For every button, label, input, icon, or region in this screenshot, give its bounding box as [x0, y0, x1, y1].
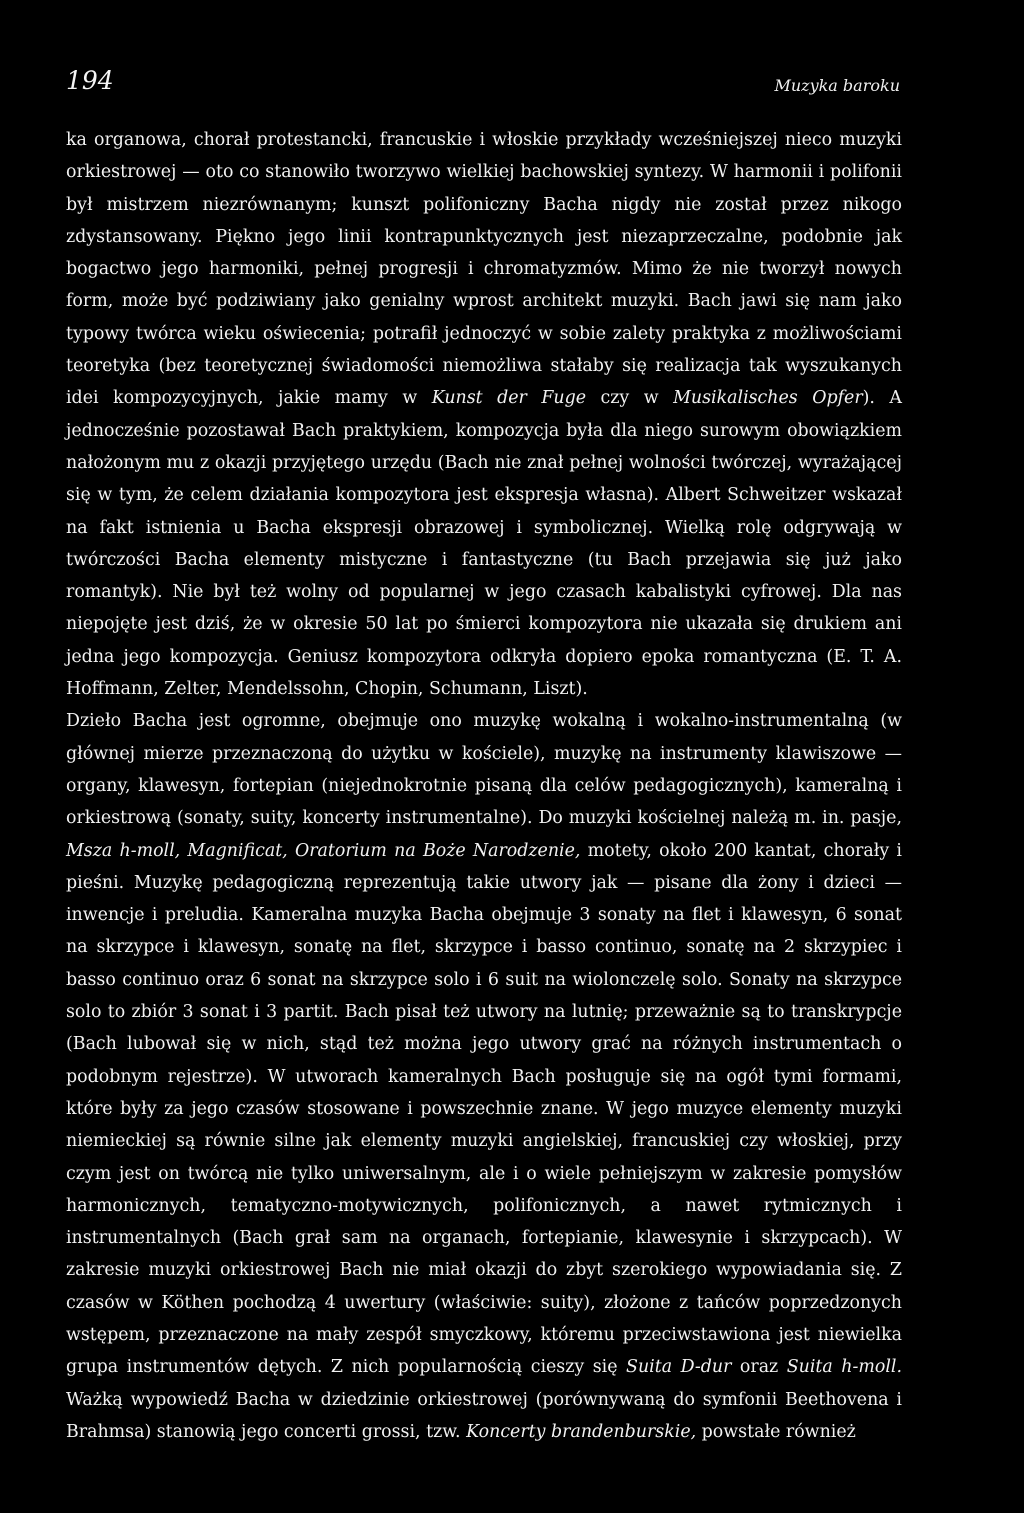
- paragraph-1: [66, 124, 902, 705]
- paragraph-1-text: ka organowa, chorał protestancki, francuskie i włoskie przykłady wcześniejszej nieco muzyki orkiestrowej — oto co stanowiło tworzywo wielkiej bachowskiej syntezy. W harmonii i polifonii był mistrzem niezrównanym; kunszt polifoniczny Bacha nigdy nie został przez nikogo zdystansowany. Piękno jego linii kontrapunktycznych jest niezaprzeczalne, podobnie jak bogactwo jego harmoniki, pełnej progresji i chromatyzmów. Mimo że nie tworzył nowych form, może być podziwiany jako genialny wprost architekt muzyki. Bach jawi się nam jako typowy twórca wieku oświecenia; potrafił jednoczyć w sobie zalety praktyka z możliwościami teoretyka (bez teoretycznej świadomości niemożliwa stałaby się realizacja tak wyszukanych idei kompozycyjnych, jakie mamy w: [66, 130, 902, 409]
- paragraph-2-text: powstałe również: [696, 1421, 856, 1442]
- title-musikalisches-opfer: Musikalisches Opfer: [673, 388, 863, 409]
- paragraph-2-text: Dzieło Bacha jest ogromne, obejmuje ono muzykę wokalną i wokalno-instrumentalną (w głównej mierze przeznaczoną do użytku w kościele), muzykę na instrumenty klawiszowe — organy, klawesyn, fortepian (niejednokrotnie pisaną dla celów pedagogicznych), kameralną i orkiestrową (sonaty, suity, koncerty instrumentalne). Do muzyki kościelnej należą m. in. pasje,: [66, 711, 902, 829]
- title-koncerty-brandenburskie: Koncerty brandenburskie,: [466, 1421, 697, 1442]
- paragraph-2-text: Ważką wypowiedź Bacha w dziedzinie orkiestrowej (porównywaną do symfonii Beethovena i Brahmsa) stanowią jego concerti grossi, tzw.: [66, 1389, 902, 1442]
- section-title: Muzyka baroku: [774, 76, 900, 95]
- body-text: [66, 124, 902, 1448]
- running-head: [66, 66, 900, 98]
- paragraph-1-text: ). A jednocześnie pozostawał Bach praktykiem, kompozycja była dla niego surowym obowiązkiem nałożonym mu z okazji przyjętego urzędu (Bach nie znał pełnej wolności twórczej, wyrażającej się w tym, że celem działania kompozytora jest ekspresja własna). Albert Schweitzer wskazał na fakt istnienia u Bacha ekspresji obrazowej i symbolicznej. Wielką rolę odgrywają w twórczości Bacha elementy mistyczne i fantastyczne (tu Bach przejawia się już jako romantyk). Nie był też wolny od popularnej w jego czasach kabalistyki cyfrowej. Dla nas niepojęte jest dziś, że w okresie 50 lat po śmierci kompozytora nie ukazała się drukiem ani jedna jego kompozycja. Geniusz kompozytora odkryła dopiero epoka romantyczna (E. T. A. Hoffmann, Zelter, Mendelssohn, Chopin, Schumann, Liszt).: [66, 388, 902, 700]
- paragraph-2-text: oraz: [731, 1357, 787, 1378]
- title-kunst-der-fuge: Kunst der Fuge: [431, 388, 587, 409]
- title-suita-d-dur: Suita D-dur: [626, 1357, 732, 1378]
- page-number: 194: [66, 66, 114, 95]
- paragraph-2-text: motety, około 200 kantat, chorały i pieśni. Muzykę pedagogiczną reprezentują takie utwory jak — pisane dla żony i dzieci — inwencje i preludia. Kameralna muzyka Bacha obejmuje 3 sonaty na flet i klawesyn, 6 sonat na skrzypce i klawesyn, sonatę na flet, skrzypce i basso continuo, sonatę na 2 skrzypiec i basso continuo oraz 6 sonat na skrzypce solo i 6 suit na wiolonczelę solo. Sonaty na skrzypce solo to zbiór 3 sonat i 3 partit. Bach pisał też utwory na lutnię; przeważnie są to transkrypcje (Bach lubował się w nich, stąd też można jego utwory grać na różnych instrumentach o podobnym rejestrze). W utworach kameralnych Bach posługuje się na ogół tymi formami, które były za jego czasów stosowane i powszechnie znane. W jego muzyce elementy muzyki niemieckiej są równie silne jak elementy muzyki angielskiej, francuskiej czy włoskiej, przy czym jest on twórcą nie tylko uniwersalnym, ale i o wiele pełniejszym w zakresie pomysłów harmonicznych, tematyczno-motywicznych, polifonicznych, a nawet rytmicznych i instrumentalnych (Bach grał sam na organach, fortepianie, klawesynie i skrzypcach). W zakresie muzyki orkiestrowej Bach nie miał okazji do zbyt szerokiego wypowiadania się. Z czasów w Köthen pochodzą 4 uwertury (właściwie: suity), złożone z tańców poprzedzonych wstępem, przeznaczone na mały zespół smyczkowy, któremu przeciwstawiona jest niewielka grupa instrumentów dętych. Z nich popularnością cieszy się: [66, 840, 902, 1378]
- paragraph-2: [66, 705, 902, 1448]
- title-msza-magnificat-oratorium: Msza h-moll, Magnificat, Oratorium na Boże Narodzenie,: [66, 840, 581, 861]
- title-suita-h-moll: Suita h-moll.: [786, 1357, 902, 1378]
- paragraph-1-text: czy w: [586, 388, 674, 409]
